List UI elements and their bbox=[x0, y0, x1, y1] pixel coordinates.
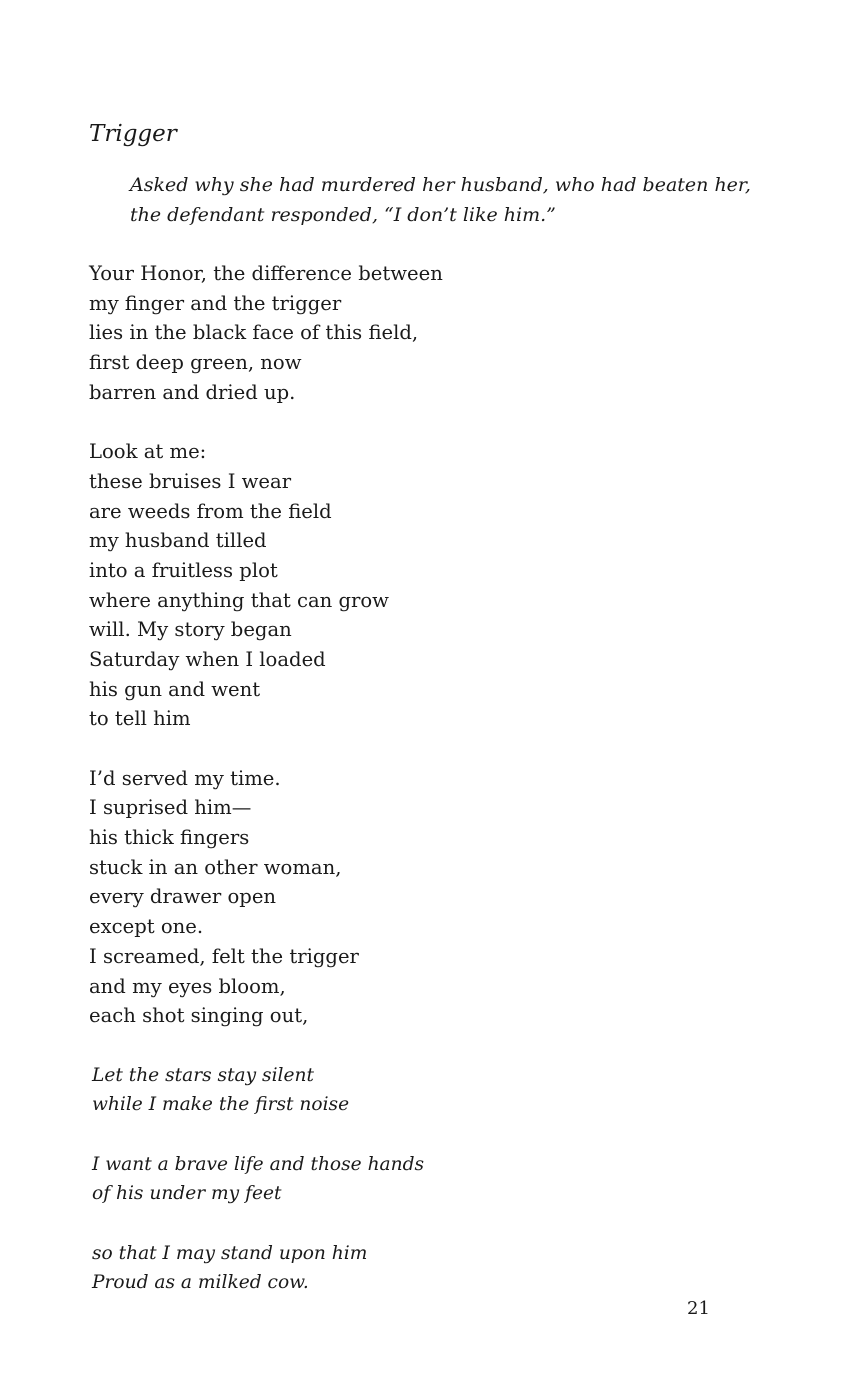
poem-line: and my eyes bloom, bbox=[89, 974, 286, 998]
poem-line: stuck in an other woman, bbox=[89, 855, 342, 879]
poem-line: I want a brave life and those hands bbox=[92, 1153, 425, 1175]
poem-line: where anything that can grow bbox=[89, 588, 389, 612]
poem-line: so that I may stand upon him bbox=[92, 1242, 368, 1264]
poem-line: into a fruitless plot bbox=[89, 558, 278, 582]
epigraph-line: the defendant responded, “I don’t like him.” bbox=[130, 203, 556, 226]
stanza bbox=[89, 764, 649, 1031]
poem-line: I screamed, felt the trigger bbox=[89, 944, 359, 968]
poem-line: I’d served my time. bbox=[89, 766, 281, 790]
poem-line: my husband tilled bbox=[89, 529, 267, 553]
stanza-break bbox=[89, 407, 649, 437]
poem-line: are weeds from the field bbox=[89, 499, 332, 523]
poem-line: every drawer open bbox=[89, 885, 277, 909]
poem-line: while I make the first noise bbox=[92, 1094, 350, 1116]
italic-stanza bbox=[89, 1150, 649, 1209]
poem-line: these bruises I wear bbox=[89, 469, 292, 493]
italic-stanza bbox=[89, 1239, 649, 1298]
poem-line: will. My story began bbox=[89, 618, 292, 642]
epigraph bbox=[130, 171, 770, 230]
poem-line: I suprised him— bbox=[89, 796, 252, 820]
poem-line: of his under my feet bbox=[92, 1183, 282, 1205]
poem-line: his gun and went bbox=[89, 677, 261, 701]
poem-body bbox=[89, 259, 649, 1298]
poem-title: Trigger bbox=[89, 121, 177, 147]
poem-line: barren and dried up. bbox=[89, 380, 296, 404]
poem-line: lies in the black face of this field, bbox=[89, 321, 419, 345]
poem-line: first deep green, now bbox=[89, 351, 302, 375]
poem-line: my finger and the trigger bbox=[89, 291, 342, 315]
poem-line: to tell him bbox=[89, 707, 191, 731]
stanza-break bbox=[89, 734, 649, 764]
stanza bbox=[89, 437, 649, 734]
stanza bbox=[89, 259, 649, 407]
poem-line: Let the stars stay silent bbox=[92, 1064, 314, 1086]
poem-line: Proud as a milked cow. bbox=[92, 1272, 309, 1294]
poem-line: his thick fingers bbox=[89, 826, 250, 850]
poem-line: Saturday when I loaded bbox=[89, 647, 326, 671]
poem-line: except one. bbox=[89, 915, 204, 939]
page-number: 21 bbox=[687, 1298, 710, 1319]
italic-stanza bbox=[89, 1061, 649, 1120]
poem-line: Look at me: bbox=[89, 440, 207, 464]
poem-line: each shot singing out, bbox=[89, 1004, 309, 1028]
poem-line: Your Honor, the difference between bbox=[89, 262, 443, 285]
epigraph-line: Asked why she had murdered her husband, who had beaten her, bbox=[130, 174, 751, 196]
stanza-break bbox=[89, 1031, 649, 1061]
stanza-break bbox=[89, 1120, 649, 1150]
stanza-break bbox=[89, 1209, 649, 1239]
